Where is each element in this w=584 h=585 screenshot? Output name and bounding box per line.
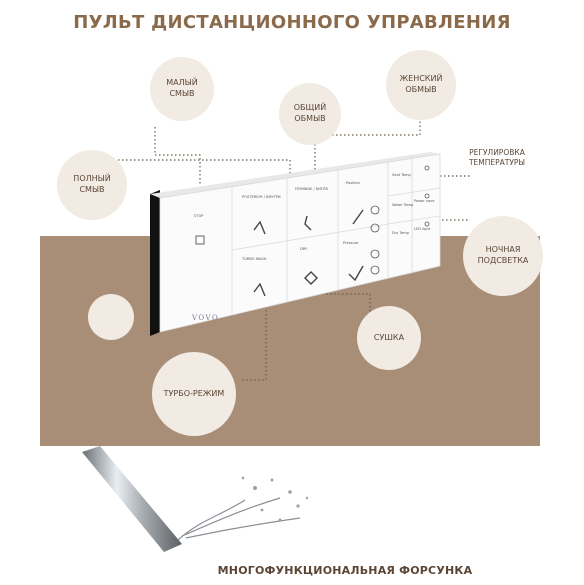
seat-temp-text: Seat Temp — [392, 173, 411, 177]
water-spray — [178, 498, 300, 540]
water-temp-text: Water Temp — [392, 203, 414, 207]
drying-label: СУШКА — [373, 332, 405, 342]
turbo-bubble — [152, 352, 236, 436]
small-flush-bubble — [150, 57, 214, 121]
led-light-text: LED light — [414, 227, 431, 231]
remote-control — [150, 173, 450, 340]
nozzle-caption: МНОГОФУНКЦИОНАЛЬНАЯ ФОРСУНКА — [217, 564, 473, 577]
position-text: Position — [346, 181, 360, 185]
full-flush-bubble — [57, 150, 127, 220]
dry-temp-text: Dry Temp — [392, 231, 410, 235]
dry-text: DRY — [300, 247, 308, 251]
empty-bubble — [88, 294, 134, 340]
stop-text: STOP — [194, 214, 204, 218]
night-light-bubble — [463, 216, 543, 296]
turbo-wash-text: TURBO WASH — [242, 257, 267, 261]
female-wash-label: ЖЕНСКИЙ ОБМЫВ — [399, 74, 443, 94]
page-title: ПУЛЬТ ДИСТАНЦИОННОГО УПРАВЛЕНИЯ — [73, 12, 511, 33]
female-wash-bubble — [386, 50, 456, 120]
general-flush-bubble — [279, 83, 341, 145]
night-light-label: НОЧНАЯ ПОДСВЕТКА — [477, 245, 529, 265]
temp-control-label: РЕГУЛИРОВКА ТЕМПЕРАТУРЫ — [468, 148, 526, 168]
brand-logo-text: VOVO — [192, 314, 220, 322]
full-flush-label: ПОЛНЫЙ СМЫВ — [73, 174, 111, 194]
small-flush-label: МАЛЫЙ СМЫВ — [166, 78, 198, 98]
posterior-text: POSTERIOR / ВНУТРИ — [242, 195, 281, 199]
remote-side — [150, 190, 160, 336]
feminine-text: FEMININE / БИГЕВ — [295, 187, 328, 191]
turbo-label: ТУРБО-РЕЖИМ — [163, 388, 225, 398]
power-save-text: Power save — [414, 199, 435, 203]
general-flush-label: ОБЩИЙ ОБМЫВ — [293, 103, 327, 123]
nozzle-pipe — [82, 446, 182, 552]
pressure-text: Pressure — [343, 241, 359, 245]
